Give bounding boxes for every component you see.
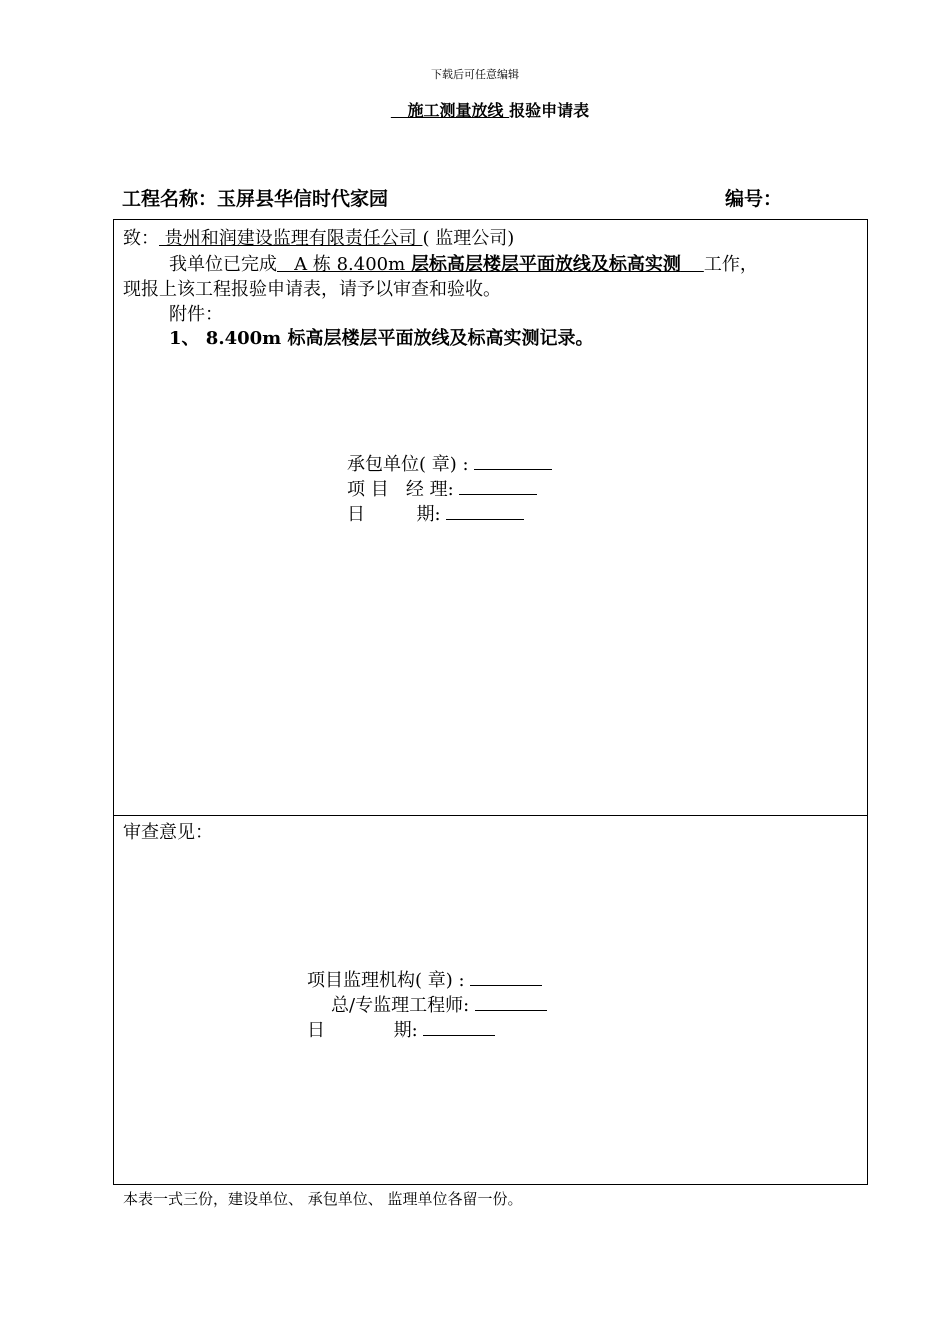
completed-work-line: [169, 250, 758, 276]
title-underlined: 施工测量放线: [390, 101, 510, 120]
completed-suffix: 工作，: [703, 254, 758, 275]
date-label-1: 日 期:: [347, 504, 447, 525]
addressee-line: [123, 224, 514, 250]
contractor-seal-blank[interactable]: [474, 453, 552, 470]
project-manager-blank[interactable]: [459, 478, 537, 495]
supervisor-org-line: [307, 966, 542, 992]
date-line-1: [347, 500, 524, 526]
to-suffix: ( 监理公司): [422, 228, 515, 249]
supervisor-org-blank[interactable]: [470, 969, 542, 986]
chief-engineer-label: 总/专监理工程师:: [331, 995, 475, 1016]
review-label: 审查意见：: [123, 822, 213, 843]
completed-item-bold: 层标高层楼层平面放线及标高实测: [410, 254, 681, 275]
report-line: 现报上该工程报验申请表，请予以审查和验收。: [123, 279, 501, 300]
contractor-seal-line: [347, 450, 552, 476]
project-manager-label: 项 目 经 理:: [347, 479, 460, 500]
completed-item-plain: A 栋 8.400m: [277, 254, 411, 275]
supervisor-org-label: 项目监理机构( 章) :: [307, 970, 471, 991]
footer-note: 本表一式三份，建设单位、 承包单位、 监理单位各留一份。: [123, 1190, 523, 1208]
chief-engineer-line: [331, 991, 547, 1017]
date-label-2: 日 期:: [307, 1020, 424, 1041]
project-manager-line: [347, 475, 537, 501]
contractor-seal-label: 承包单位( 章) :: [347, 454, 475, 475]
attachment-item: 1、 8.400m 标高层楼层平面放线及标高实测记录。: [169, 328, 594, 349]
form-title: [0, 98, 950, 121]
form-number-label: 编号：: [725, 188, 783, 210]
attachment-label: 附件：: [169, 304, 223, 325]
application-form: [113, 219, 868, 1185]
chief-engineer-blank[interactable]: [475, 994, 547, 1011]
section-divider: [114, 815, 867, 816]
title-rest: 报验申请表: [509, 101, 590, 120]
date-blank-1[interactable]: [446, 503, 524, 520]
project-name: 工程名称：玉屏县华信时代家园: [122, 188, 389, 210]
date-blank-2[interactable]: [423, 1019, 495, 1036]
supervisor-company: 贵州和润建设监理有限责任公司: [159, 228, 423, 249]
to-prefix: 致：: [123, 228, 159, 249]
header-note: 下载后可任意编辑: [431, 68, 519, 81]
date-line-2: [307, 1016, 495, 1042]
completed-item-tail: [681, 254, 704, 275]
completed-item: [277, 254, 704, 275]
completed-prefix: 我单位已完成: [169, 254, 277, 275]
